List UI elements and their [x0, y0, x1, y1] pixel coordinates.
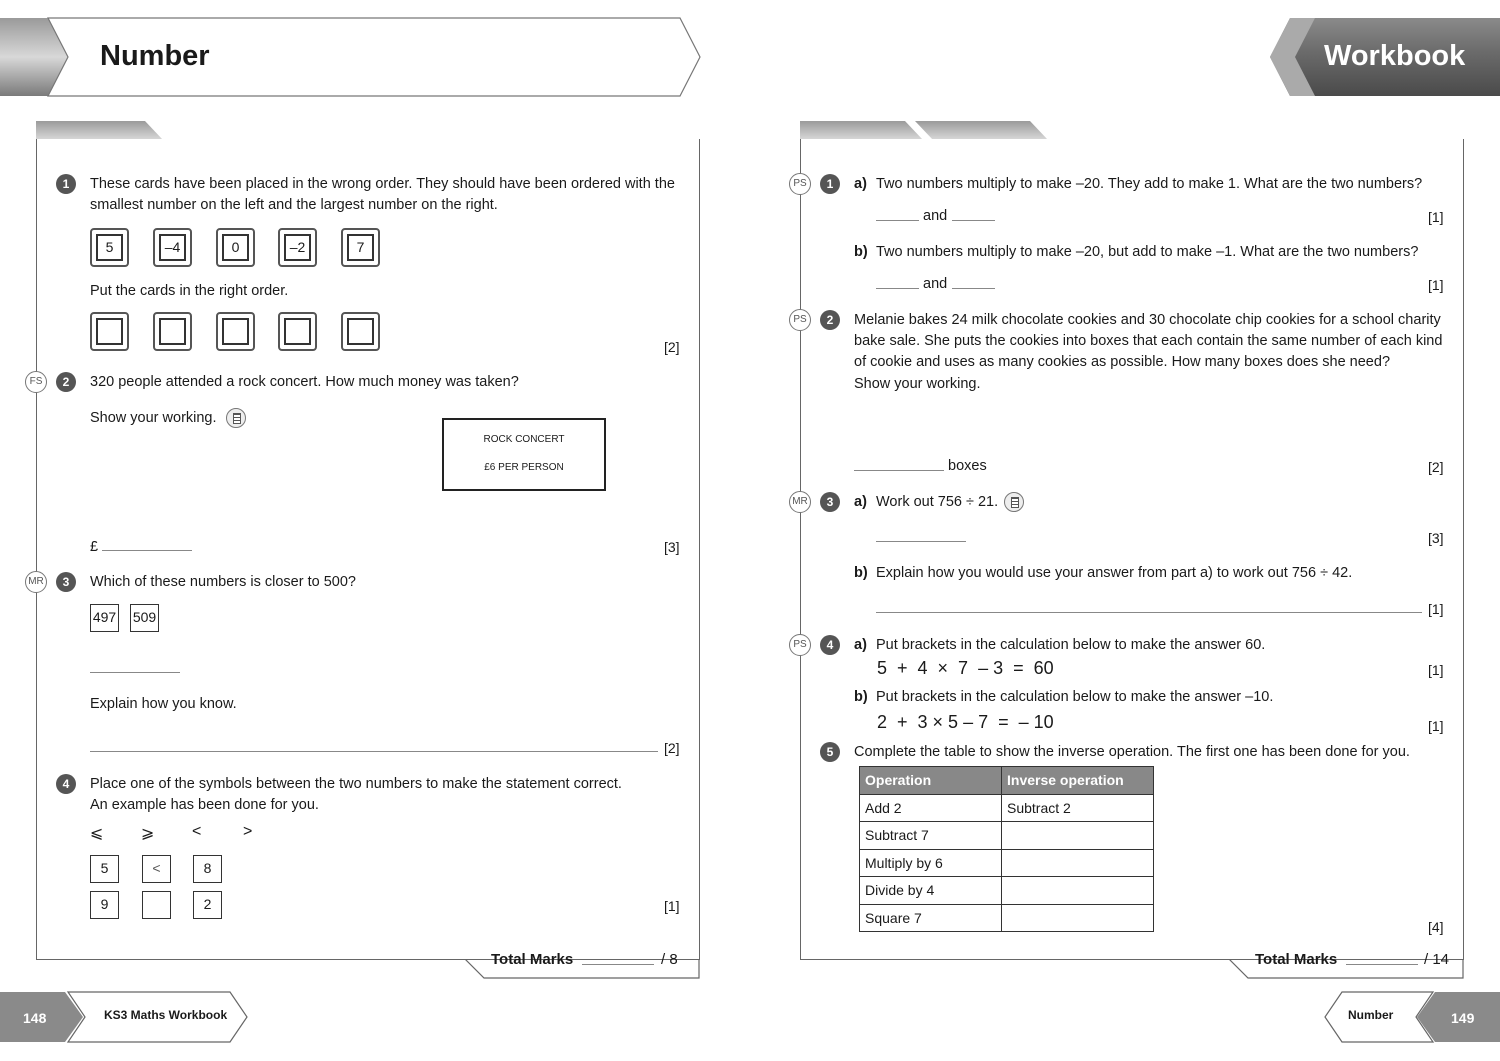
boxes-unit: boxes: [948, 458, 987, 474]
q4-marks: [1]: [664, 898, 680, 914]
question-number-badge: 4: [820, 635, 840, 655]
skill-tag: MR: [25, 571, 47, 593]
q1b-marks: [1]: [1428, 277, 1444, 293]
right-section-title: Number: [1348, 1008, 1394, 1022]
task-symbol-box[interactable]: [142, 891, 171, 919]
table-row: [860, 822, 1154, 850]
and-text: and: [923, 208, 948, 224]
answer-card[interactable]: [153, 312, 192, 351]
total-marks-line[interactable]: [582, 964, 654, 965]
left-page-number: 148: [23, 1010, 47, 1026]
q4b-marks: [1]: [1428, 718, 1444, 734]
q1-instruction: Put the cards in the right order.: [90, 283, 289, 299]
table-cell: Add 2: [860, 794, 1002, 822]
right-page-number: 149: [1451, 1010, 1475, 1026]
question-number-badge: 2: [56, 372, 76, 392]
answer-cell[interactable]: [1002, 877, 1154, 905]
sign-line-1: ROCK CONCERT: [483, 434, 565, 445]
skill-tag: FS: [25, 371, 47, 393]
q1a-marks: [1]: [1428, 209, 1444, 225]
answer-line[interactable]: [876, 612, 1422, 613]
table-cell: Multiply by 6: [860, 849, 1002, 877]
inverse-operation-table: [859, 766, 1154, 932]
table-cell: Divide by 4: [860, 877, 1002, 905]
part-label: a): [854, 637, 867, 653]
task-number-box: 9: [90, 891, 119, 919]
answer-cell[interactable]: [1002, 849, 1154, 877]
q3b-marks: [1]: [1428, 601, 1444, 617]
answer-line[interactable]: [876, 541, 966, 542]
question-number-badge: 1: [56, 174, 76, 194]
q1-text: These cards have been placed in the wrong order. They should have been ordered with the smallest number on the left and the largest number on the right.: [90, 176, 675, 213]
q3-explain: Explain how you know.: [90, 696, 237, 712]
task-number-box: 2: [193, 891, 222, 919]
q1-marks: [2]: [664, 339, 680, 355]
symbol-option: <: [192, 823, 202, 840]
answer-line[interactable]: [876, 220, 919, 221]
q5-marks: [4]: [1428, 919, 1444, 935]
number-card: –2: [278, 228, 317, 267]
q2-text: Melanie bakes 24 milk chocolate cookies and 30 chocolate chip cookies for a school charity bake sale. She puts the cookies into boxes that each contain the same number of each kind of cookie and uses as many cookies as possible. How many boxes does she need?: [854, 312, 1443, 370]
left-book-title: KS3 Maths Workbook: [104, 1008, 228, 1022]
table-row: [860, 794, 1154, 822]
answer-cell[interactable]: [1002, 904, 1154, 932]
part-label: b): [854, 565, 868, 581]
q1a-text: Two numbers multiply to make –20. They add to make 1. What are the two numbers?: [876, 176, 1423, 192]
q4-line-1: Place one of the symbols between the two numbers to make the statement correct.: [90, 776, 622, 792]
answer-line[interactable]: [102, 550, 192, 551]
number-card: 5: [90, 228, 129, 267]
total-marks-label: Total Marks: [1255, 951, 1338, 968]
q2-text: 320 people attended a rock concert. How much money was taken?: [90, 374, 519, 390]
answer-line[interactable]: [90, 672, 180, 673]
table-cell: Square 7: [860, 904, 1002, 932]
q3-marks: [2]: [664, 740, 680, 756]
example-number-box: 8: [193, 855, 222, 883]
answer-card[interactable]: [341, 312, 380, 351]
part-label: b): [854, 244, 868, 260]
symbol-option: ⩾: [141, 825, 155, 842]
part-label: a): [854, 494, 867, 510]
right-header-title: Workbook: [1324, 40, 1466, 72]
q2-working: Show your working.: [90, 410, 217, 426]
skill-tag: PS: [789, 309, 811, 331]
answer-card[interactable]: [216, 312, 255, 351]
and-text: and: [923, 276, 948, 292]
question-number-badge: 3: [56, 572, 76, 592]
q4a-marks: [1]: [1428, 662, 1444, 678]
answer-line[interactable]: [90, 751, 658, 752]
symbol-option: >: [243, 823, 253, 840]
question-number-badge: 1: [820, 174, 840, 194]
q4b-text: Put brackets in the calculation below to make the answer –10.: [876, 689, 1274, 705]
example-number-box: 5: [90, 855, 119, 883]
total-marks-line[interactable]: [1346, 964, 1418, 965]
question-number-badge: 4: [56, 774, 76, 794]
table-row: [860, 877, 1154, 905]
concert-sign: [442, 418, 606, 491]
q4-line-2: An example has been done for you.: [90, 797, 319, 813]
q3-text: Which of these numbers is closer to 500?: [90, 574, 356, 590]
calculator-icon: [1004, 492, 1024, 512]
answer-line[interactable]: [854, 470, 944, 471]
q3a-marks: [3]: [1428, 530, 1444, 546]
q1b-text: Two numbers multiply to make –20, but add to make –1. What are the two numbers?: [876, 244, 1419, 260]
table-row: [860, 904, 1154, 932]
currency-symbol: £: [90, 539, 99, 555]
skill-tag: MR: [789, 491, 811, 513]
question-number-badge: 5: [820, 742, 840, 762]
answer-line[interactable]: [952, 220, 995, 221]
table-cell: Subtract 7: [860, 822, 1002, 850]
total-marks-label: Total Marks: [491, 951, 574, 968]
q4b-expression: 2 + 3 × 5 – 7 = – 10: [877, 712, 1054, 732]
table-cell: Subtract 2: [1002, 794, 1154, 822]
option-box: 497: [90, 604, 119, 632]
number-card: 7: [341, 228, 380, 267]
calculator-icon: [226, 408, 246, 428]
q2-marks: [3]: [664, 539, 680, 555]
q2-marks: [2]: [1428, 459, 1444, 475]
q5-text: Complete the table to show the inverse operation. The first one has been done for you.: [854, 744, 1410, 760]
table-header: Inverse operation: [1002, 767, 1154, 795]
table-row: [860, 849, 1154, 877]
total-marks-value: / 8: [661, 951, 678, 968]
q4a-expression: 5 + 4 × 7 – 3 = 60: [877, 658, 1054, 678]
part-label: b): [854, 689, 868, 705]
number-card: –4: [153, 228, 192, 267]
q2-working: Show your working.: [854, 376, 981, 392]
skill-tag: PS: [789, 173, 811, 195]
sign-line-2: £6 PER PERSON: [484, 462, 564, 473]
example-symbol-box: <: [142, 855, 171, 883]
question-number-badge: 2: [820, 310, 840, 330]
option-box: 509: [130, 604, 159, 632]
number-card: 0: [216, 228, 255, 267]
answer-card[interactable]: [90, 312, 129, 351]
part-label: a): [854, 176, 867, 192]
q3a-text: Work out 756 ÷ 21.: [876, 494, 999, 510]
symbol-option: ⩽: [90, 825, 104, 842]
total-marks-value: / 14: [1424, 951, 1450, 968]
answer-cell[interactable]: [1002, 822, 1154, 850]
q4a-text: Put brackets in the calculation below to make the answer 60.: [876, 637, 1266, 653]
answer-line[interactable]: [952, 288, 995, 289]
left-header-title: Number: [100, 40, 210, 72]
answer-card[interactable]: [278, 312, 317, 351]
q3b-text: Explain how you would use your answer from part a) to work out 756 ÷ 42.: [876, 565, 1353, 581]
question-number-badge: 3: [820, 492, 840, 512]
answer-line[interactable]: [876, 288, 919, 289]
skill-tag: PS: [789, 634, 811, 656]
table-header: Operation: [860, 767, 1002, 795]
